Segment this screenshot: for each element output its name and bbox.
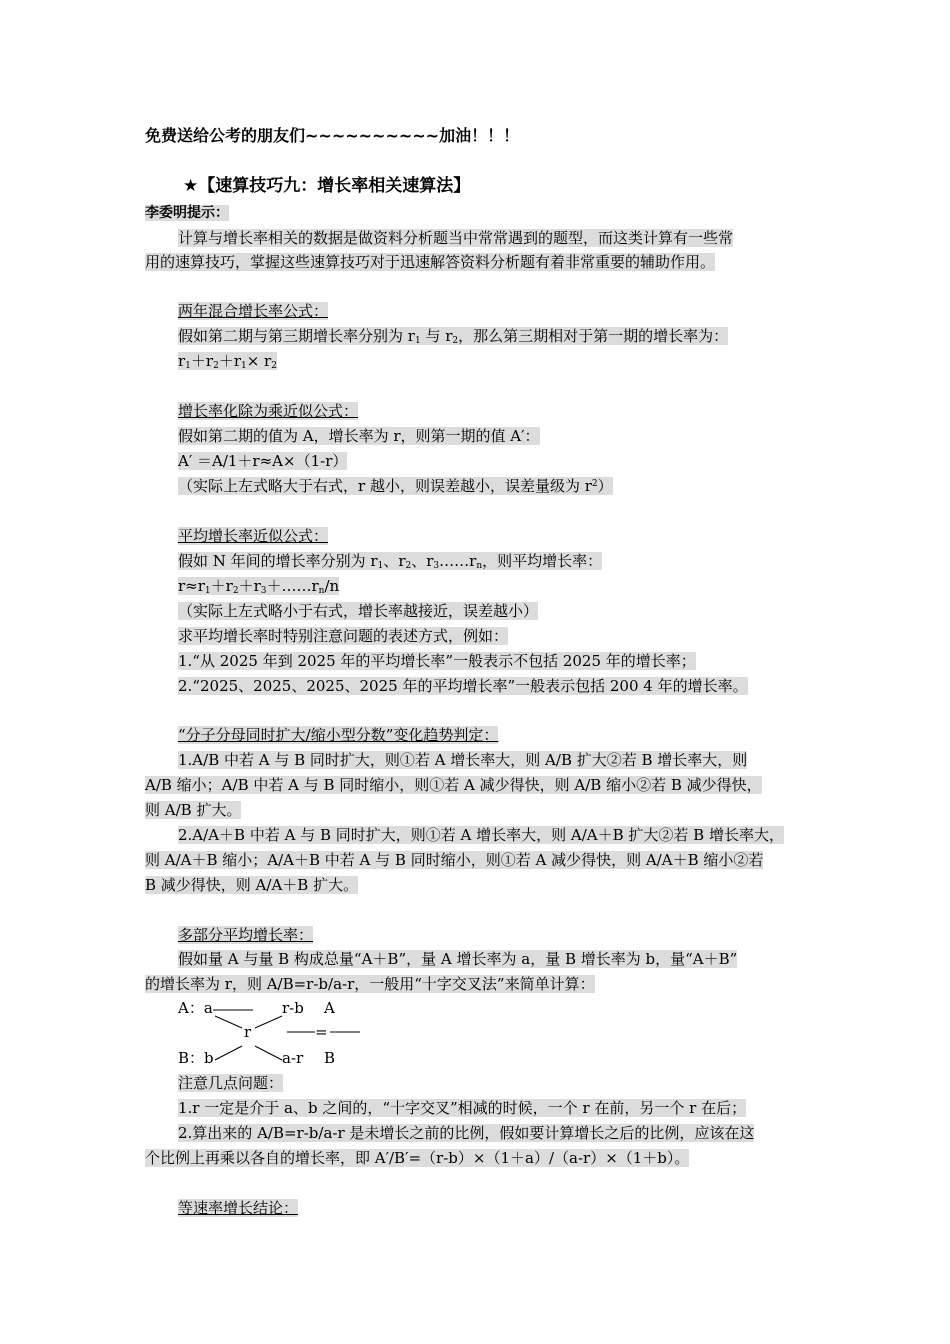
header-line: 免费送给公考的朋友们~~~~~~~~~~加油！！！: [145, 126, 520, 145]
s1-formula: $r_1+r_2+r_1\times r_2$: [178, 352, 277, 371]
diagram-A: A: [324, 999, 335, 1017]
s3-line-4: 求平均增长率时特别注意问题的表述方式，例如：: [178, 627, 509, 645]
s3-line-5: 1.“从 2025 年到 2025 年的平均增长率”一般表示不包括 2025 年的增长率；: [178, 652, 696, 670]
s2-heading: 增长率化除为乘近似公式：: [178, 402, 359, 420]
section-title: ★【速算技巧九：增长率相关速算法】: [183, 176, 471, 196]
s3-line-1: 假如 N 年间的增长率分别为 $r_1$、$r_2$、$r_3\dots\dots r_n$，则平均增长率：: [178, 552, 603, 571]
intro-line-1: 计算与增长率相关的数据是做资料分析题当中常常遇到的题型，而这类计算有一些常: [178, 229, 734, 247]
s1-text: 假如第二期与第三期增长率分别为 $r_1$ 与 $r_2$，那么第三期相对于第一期的增长率为：: [178, 327, 729, 346]
diagram-ar: a-r: [282, 1049, 304, 1067]
s1-heading: 两年混合增长率公式：: [178, 302, 329, 320]
s4-p1-line-1: 1.A/B 中若 A 与 B 同时扩大，则①若 A 增长率大，则 A/B 扩大②若 B 增长率大，则: [178, 751, 748, 769]
s5-notes-title: 注意几点问题：: [178, 1074, 284, 1092]
diagram-eq: =: [315, 1023, 328, 1041]
diagram-diag-2: [255, 1016, 282, 1028]
s5-p1-line-1: 假如量 A 与量 B 构成总量“A＋B”，量 A 增长率为 a，量 B 增长率为 b，量“A＋B”: [178, 950, 738, 968]
s4-p2-line-3: B 减少得快，则 A/A＋B 扩大。: [145, 876, 359, 894]
diagram-center-r: r: [244, 1023, 252, 1041]
cross-method-diagram: [175, 996, 375, 1074]
s2-line-2: A′ ＝A/1＋r≈A×（1-r）: [178, 452, 348, 470]
s4-heading: “分子分母同时扩大/缩小型分数”变化趋势判定：: [178, 726, 499, 744]
s4-p1-line-2: A/B 缩小；A/B 中若 A 与 B 同时缩小，则①若 A 减少得快，则 A/B 缩小②若 B 减少得快，: [145, 776, 762, 794]
tip-label: 李委明提示：: [145, 205, 229, 221]
s4-p1-line-3: 则 A/B 扩大。: [145, 801, 242, 819]
diagram-b-label: B：b: [178, 1049, 214, 1067]
s2-line-1: 假如第二期的值为 A，增长率为 r，则第一期的值 A′：: [178, 427, 540, 445]
diagram-diag-4: [255, 1046, 282, 1060]
s2-line-3: （实际上左式略大于右式，r 越小，则误差越小，误差量级为 $r^2$）: [178, 477, 613, 495]
diagram-B: B: [324, 1049, 336, 1067]
s5-note-1: 1.r 一定是介于 a、b 之间的，“十字交叉”相减的时候，一个 r 在前，另一个 r 在后；: [178, 1099, 747, 1117]
s5-note-2-line-2: 个比例上再乘以各自的增长率，即 A′/B′=（r-b）×（1＋a）/（a-r）×（1＋b）。: [145, 1149, 690, 1167]
diagram-diag-3: [215, 1046, 242, 1060]
diagram-rb: r-b: [282, 999, 304, 1017]
diagram-a-label: A：a: [178, 999, 213, 1017]
diagram-diag-1: [215, 1016, 242, 1028]
s4-p2-line-1: 2.A/A＋B 中若 A 与 B 同时扩大，则①若 A 增长率大，则 A/A＋B 扩大②若 B 增长率大，: [178, 826, 784, 844]
s5-heading: 多部分平均增长率：: [178, 926, 314, 944]
intro-line-2: 用的速算技巧，掌握这些速算技巧对于迅速解答资料分析题有着非常重要的辅助作用。: [145, 253, 716, 271]
s3-line-2: $r\approx r_1+r_2+r_3+\dots\dots r_n/n$: [178, 577, 340, 596]
s3-line-6: 2.“2025、2025、2025、2025 年的平均增长率”一般表示包括 200 4 年的增长率。: [178, 677, 748, 695]
s5-p1-line-2: 的增长率为 r，则 A/B=r-b/a-r，一般用“十字交叉法”来简单计算：: [145, 975, 595, 993]
s3-line-3: （实际上左式略小于右式，增长率越接近，误差越小）: [178, 602, 539, 620]
s5-note-2-line-1: 2.算出来的 A/B=r-b/a-r 是未增长之前的比例，假如要计算增长之后的比例，应该在这: [178, 1124, 755, 1142]
s6-heading: 等速率增长结论：: [178, 1199, 299, 1217]
s4-p2-line-2: 则 A/A＋B 缩小；A/A＋B 中若 A 与 B 同时缩小，则①若 A 减少得快，则 A/A＋B 缩小②若: [145, 851, 764, 869]
s3-heading: 平均增长率近似公式：: [178, 527, 329, 545]
